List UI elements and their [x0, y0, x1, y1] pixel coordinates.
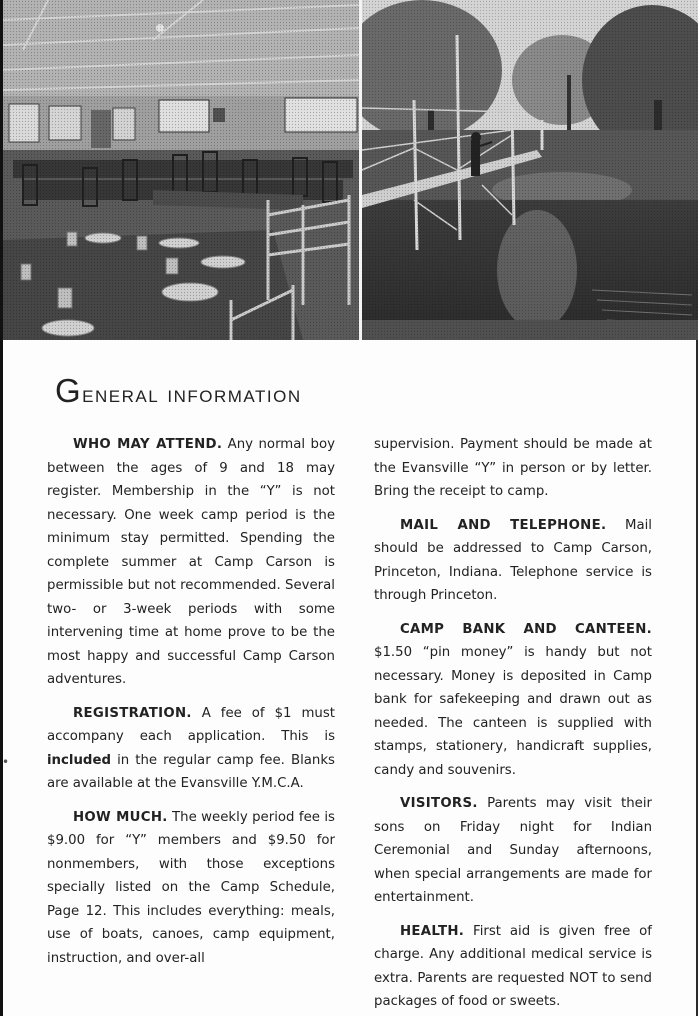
section-heading: REGISTRATION.	[73, 705, 192, 721]
section-registration	[47, 702, 335, 796]
section-text: Mail should be addressed to Camp Carson, Princeton, Indiana. Telephone service is through Princeton.	[374, 517, 652, 603]
left-column	[47, 433, 335, 980]
section-heading: CAMP BANK AND CANTEEN.	[400, 621, 652, 637]
scan-edge	[0, 340, 3, 1016]
title-initial: G	[55, 372, 83, 409]
section-how-much	[47, 806, 335, 971]
section-heading: WHO MAY ATTEND.	[73, 437, 223, 452]
section-text: $1.50 “pin money” is handy but not necessary. Money is deposited in Camp bank for safekeeping and drawn out as needed. The canteen is supplied with stamps, stationery, handicraft supplies, candy and souvenirs.	[374, 645, 652, 778]
title-first-word-rest: eneral	[82, 381, 160, 408]
footbridge-illustration	[362, 0, 698, 340]
section-visitors	[374, 792, 652, 910]
scan-artifact: •	[2, 755, 10, 769]
right-column	[374, 433, 652, 1024]
page-title	[55, 372, 302, 410]
section-how-much-continued	[374, 433, 652, 504]
section-text: Parents may visit their sons on Friday night for Indian Ceremonial and Sunday afternoons, when special arrangements are made for entertainment.	[374, 796, 653, 905]
section-text: Any normal boy between the ages of 9 and 18 may register. Membership in the “Y” is not necessary. One week camp period is the minimum stay permitted. Spending the complete summer at Camp Carson is permissible but not recommended. Several two- or 3-week periods with some intervening time at home prove to be the most happy and successful Camp Carson adventures.	[47, 437, 335, 687]
section-heading: MAIL AND TELEPHONE.	[400, 517, 607, 533]
section-text: supervision. Payment should be made at the Evansville “Y” in person or by letter. Bring the receipt to camp.	[374, 437, 652, 499]
section-text: A fee of $1 must accompany each application. This is	[47, 705, 335, 744]
dining-hall-photo	[0, 0, 359, 340]
section-heading: HOW MUCH.	[73, 809, 168, 825]
section-mail-and-telephone	[374, 514, 652, 608]
footbridge-photo	[362, 0, 698, 340]
dining-hall-illustration	[3, 0, 359, 340]
section-who-may-attend	[47, 433, 335, 692]
section-camp-bank-and-canteen	[374, 618, 652, 783]
section-heading: HEALTH.	[400, 923, 465, 939]
title-second-word: information	[167, 381, 302, 408]
section-text: First aid is given free of charge. Any additional medical service is extra. Parents are requested NOT to send packages of food or sweets.	[374, 923, 652, 1009]
section-health	[374, 920, 652, 1014]
section-emphasis: included	[47, 752, 111, 768]
section-text: in the regular camp fee. Blanks are available at the Evansville Y.M.C.A.	[47, 752, 335, 791]
section-heading: VISITORS.	[400, 796, 478, 811]
section-text: The weekly period fee is $9.00 for “Y” members and $9.50 for nonmembers, with those exceptions specially listed on the Camp Schedule, Page 12. This includes everything: meals, use of boats, canoes, camp equipment, instruction, and over-all	[47, 809, 335, 966]
